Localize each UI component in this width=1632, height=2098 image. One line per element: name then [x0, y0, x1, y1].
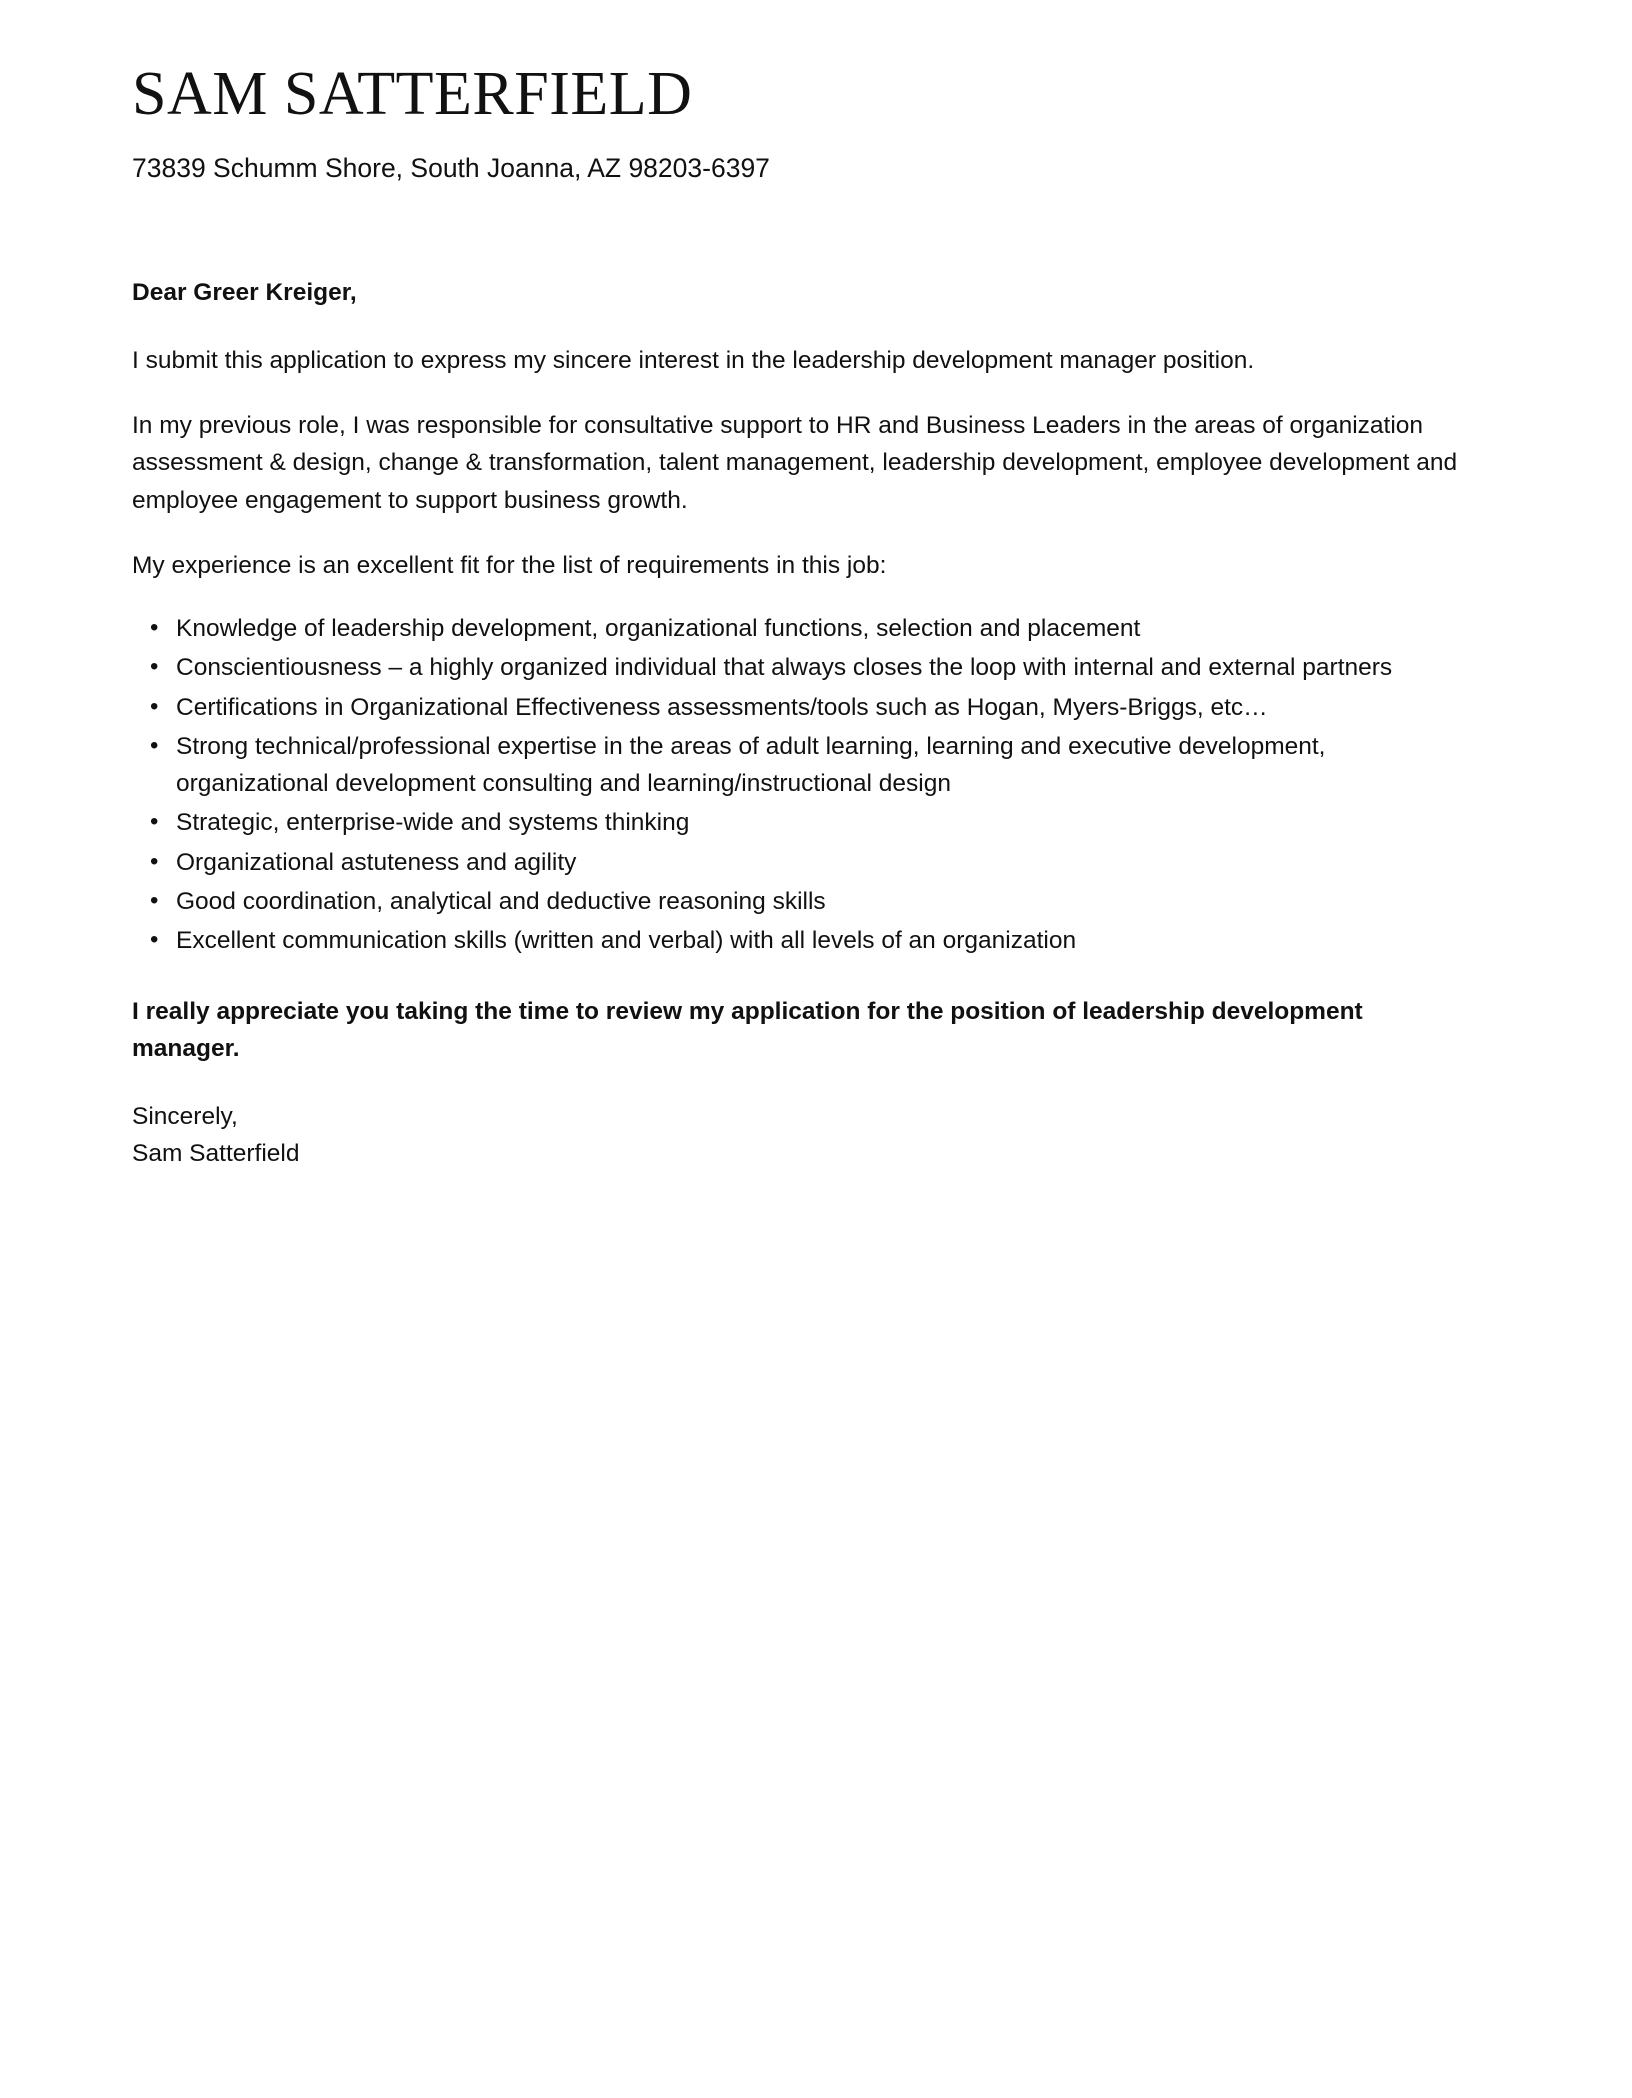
list-item: • Strong technical/professional expertise in the areas of adult learning, learning and executive development, organizational development consulting and learning/instructional design [132, 728, 1482, 802]
signature-block [132, 1098, 1482, 1172]
list-item: • Excellent communication skills (written and verbal) with all levels of an organization [132, 922, 1482, 959]
list-item: • Certifications in Organizational Effectiveness assessments/tools such as Hogan, Myers-Briggs, etc… [132, 689, 1482, 726]
body-paragraph-3: My experience is an excellent fit for the list of requirements in this job: [132, 551, 887, 579]
sender-address: 73839 Schumm Shore, South Joanna, AZ 98203-6397 [132, 153, 770, 184]
list-item: • Strategic, enterprise-wide and systems thinking [132, 804, 1482, 841]
list-item: • Knowledge of leadership development, organizational functions, selection and placement [132, 610, 1482, 647]
salutation: Dear Greer Kreiger, [132, 279, 357, 307]
signoff-valediction: Sincerely, [132, 1102, 238, 1130]
letter-header [132, 60, 1482, 187]
requirements-list [132, 610, 1482, 959]
sender-name: SAM SATTERFIELD [132, 60, 693, 128]
closing-paragraph: I really appreciate you taking the time to review my application for the position of leadership development manager. [132, 998, 1363, 1063]
cover-letter [132, 60, 1482, 1172]
signoff-name: Sam Satterfield [132, 1139, 300, 1167]
list-item: • Conscientiousness – a highly organized individual that always closes the loop with internal and external partners [132, 649, 1482, 686]
body-paragraph-1: I submit this application to express my sincere interest in the leadership development manager position. [132, 346, 1255, 374]
list-item: • Good coordination, analytical and deductive reasoning skills [132, 883, 1482, 920]
letter-body [132, 275, 1482, 1172]
body-paragraph-2: In my previous role, I was responsible for consultative support to HR and Business Leaders in the areas of organization assessment & design, change & transformation, talent management, leadership development, employee development and employee engagement to support business growth. [132, 412, 1458, 514]
list-item: • Organizational astuteness and agility [132, 844, 1482, 881]
